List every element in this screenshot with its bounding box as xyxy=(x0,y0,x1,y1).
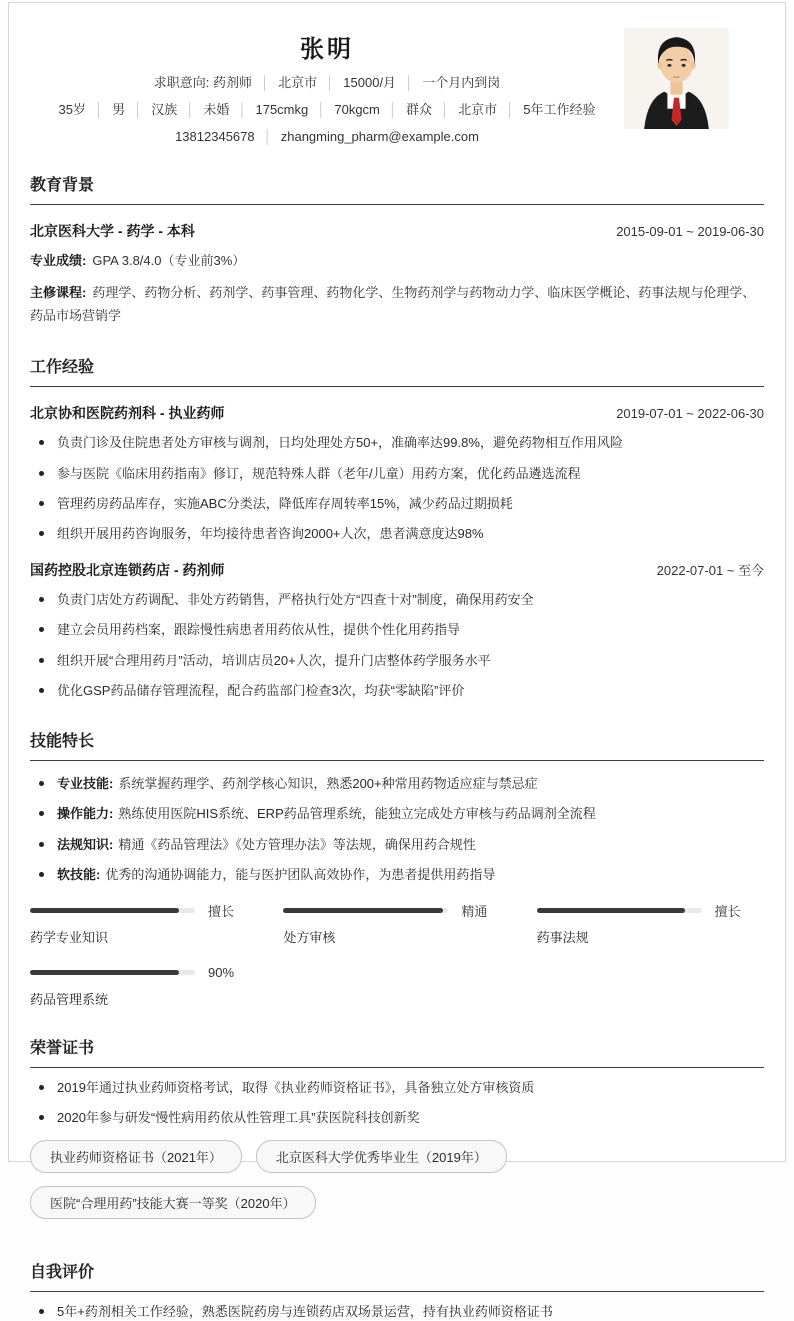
skill-level-label: 擅长 xyxy=(208,903,235,919)
skill-bar-track xyxy=(30,908,195,913)
skill-bar-fill xyxy=(537,908,686,913)
separator-bar: │ xyxy=(317,102,326,117)
bullet-dot-icon xyxy=(39,1309,44,1314)
certificate-pill: 执业药师资格证书（2021年） xyxy=(30,1140,242,1173)
courses-label: 主修课程: xyxy=(30,284,87,300)
bullet-item xyxy=(30,652,764,671)
bullet-item xyxy=(30,525,764,544)
info-item: 175cmkg xyxy=(255,102,309,117)
education-entry-head xyxy=(30,221,764,241)
separator-bar: │ xyxy=(186,102,195,117)
honors-bullet-list xyxy=(30,1079,764,1128)
courses-value: 药理学、药物分析、药剂学、药事管理、药物化学、生物药剂学与药物动力学、临床医学概论、药事法规与伦理学、药品市场营销学 xyxy=(30,284,756,323)
section-experience xyxy=(30,354,764,701)
skill-name: 处方审核 xyxy=(283,929,336,945)
school-degree: 北京医科大学 - 药学 - 本科 xyxy=(30,223,195,239)
separator-bar: │ xyxy=(263,129,272,144)
skill-level-label: 90% xyxy=(208,964,235,980)
bullet-dot-icon xyxy=(39,811,44,816)
bullet-text: 负责门诊及住院患者处方审核与调剂，日均处理处方50+，准确率达99.8%，避免药物相互作用风险 xyxy=(57,435,623,451)
bullet-dot-icon xyxy=(39,781,44,786)
section-title-skills: 技能特长 xyxy=(30,728,764,761)
section-title-honors: 荣誉证书 xyxy=(30,1035,764,1068)
section-education xyxy=(30,172,764,327)
bullet-dot-icon xyxy=(39,440,44,445)
info-item: 35岁 xyxy=(58,102,86,117)
bullet-dot-icon xyxy=(39,501,44,506)
bullet-text: 组织开展“合理用药月”活动，培训店员20+人次，提升门店整体药学服务水平 xyxy=(57,652,491,668)
skill-bar-cell xyxy=(30,904,257,946)
info-item: 男 xyxy=(112,102,126,117)
bullet-text: 优秀的沟通协调能力，能与医护团队高效协作，为患者提供用药指导 xyxy=(105,867,496,883)
job-intent-row xyxy=(30,74,624,91)
bullet-text: 5年+药剂相关工作经验，熟悉医院药房与连锁药店双场景运营，持有执业药师资格证书 xyxy=(57,1303,553,1319)
bullet-text: 建立会员用药档案，跟踪慢性病患者用药依从性，提供个性化用药指导 xyxy=(57,622,461,638)
job-date-range: 2022-07-01 ~ 至今 xyxy=(656,563,764,579)
job-title: 国药控股北京连锁药店 - 药剂师 xyxy=(30,562,225,579)
bullet-text: 优化GSP药品储存管理流程，配合药监部门检查3次，均获“零缺陷”评价 xyxy=(57,683,465,699)
section-skills xyxy=(30,728,764,1008)
gpa-label: 专业成绩: xyxy=(30,253,87,268)
info-item: 5年工作经验 xyxy=(523,102,596,117)
education-date-range: 2015-09-01 ~ 2019-06-30 xyxy=(616,224,764,239)
info-item: 未婚 xyxy=(203,102,230,117)
bullet-item xyxy=(30,682,764,701)
skill-bar-track xyxy=(537,908,702,913)
skill-bar-row xyxy=(30,904,257,917)
job-date-range: 2019-07-01 ~ 2022-06-30 xyxy=(616,406,764,422)
section-title-experience: 工作经验 xyxy=(30,354,764,387)
bullet-dot-icon xyxy=(39,872,44,877)
bullet-text: 熟练使用医院HIS系统、ERP药品管理系统，能独立完成处方审核与药品调剂全流程 xyxy=(118,806,596,822)
bullet-text: 管理药房药品库存，实施ABC分类法，降低库存周转率15%，减少药品过期损耗 xyxy=(57,495,513,511)
skill-bar-row xyxy=(283,904,510,917)
bullet-dot-icon xyxy=(39,597,44,602)
certificate-pills xyxy=(30,1140,764,1232)
separator-bar: │ xyxy=(326,75,335,90)
bullet-item xyxy=(30,805,764,824)
certificate-pill: 医院“合理用药”技能大赛一等奖（2020年） xyxy=(30,1186,316,1219)
info-item: 70kgcm xyxy=(334,102,380,117)
courses-line xyxy=(30,282,764,328)
bullet-item xyxy=(30,465,764,484)
bullet-text: 负责门店处方药调配、非处方药销售，严格执行处方“四查十对”制度，确保用药安全 xyxy=(57,592,534,608)
bullet-text: 2020年参与研发“慢性病用药依从性管理工具”获医院科技创新奖 xyxy=(57,1110,420,1126)
skill-bar-track xyxy=(283,908,448,913)
bullet-dot-icon xyxy=(39,842,44,847)
self-eval-bullet-list xyxy=(30,1303,764,1321)
bullet-dot-icon xyxy=(39,688,44,693)
bullet-item xyxy=(30,1109,764,1128)
skill-level-label: 擅长 xyxy=(714,903,741,919)
section-self-eval xyxy=(30,1259,764,1321)
bullet-dot-icon xyxy=(39,627,44,632)
separator-bar: │ xyxy=(388,102,398,117)
skill-bar-fill xyxy=(30,908,179,913)
info-item: 13812345678 xyxy=(175,129,255,144)
bullet-label: 专业技能: xyxy=(57,776,114,791)
job-title: 北京协和医院药剂科 - 执业药师 xyxy=(30,405,225,422)
gpa-line xyxy=(30,250,764,273)
bullet-item xyxy=(30,591,764,610)
bullet-dot-icon xyxy=(39,471,44,476)
bullet-text: 系统掌握药理学、药剂学核心知识，熟悉200+种常用药物适应症与禁忌症 xyxy=(118,776,538,791)
bullet-label: 操作能力: xyxy=(57,806,114,822)
bullet-item xyxy=(30,495,764,514)
skill-bar-row xyxy=(537,904,764,917)
job-entry xyxy=(30,560,764,701)
bullet-item xyxy=(30,1079,764,1098)
candidate-name: 张明 xyxy=(300,36,354,63)
bullet-dot-icon xyxy=(39,658,44,663)
bullet-item xyxy=(30,836,764,855)
skill-name: 药品管理系统 xyxy=(30,991,109,1007)
skill-name: 药学专业知识 xyxy=(30,929,109,945)
job-entry-head xyxy=(30,560,764,580)
info-item: 北京市 xyxy=(458,102,498,117)
bullet-item xyxy=(30,621,764,640)
info-item: 北京市 xyxy=(278,75,318,90)
skill-bar-row xyxy=(30,966,257,979)
job-entry xyxy=(30,403,764,544)
bullet-item xyxy=(30,434,764,453)
skill-level-label: 精通 xyxy=(461,903,488,919)
gpa-value: GPA 3.8/4.0（专业前3%） xyxy=(92,253,246,268)
skill-name: 药事法规 xyxy=(536,929,589,945)
skill-bar-cell xyxy=(537,904,764,946)
info-item: 求职意向: 药剂师 xyxy=(153,75,253,90)
info-item: 群众 xyxy=(406,102,433,117)
personal-info-row xyxy=(30,101,624,118)
bullet-item xyxy=(30,775,764,794)
section-honors xyxy=(30,1035,764,1232)
job-entry-head xyxy=(30,403,764,423)
bullet-text: 2019年通过执业药师资格考试，取得《执业药师资格证书》，具备独立处方审核资质 xyxy=(57,1079,535,1095)
info-item: zhangming_pharm@example.com xyxy=(280,129,479,144)
skill-bar-fill xyxy=(283,908,443,913)
certificate-pill: 北京医科大学优秀毕业生（2019年） xyxy=(256,1140,507,1173)
skill-bar-track xyxy=(30,970,195,975)
info-item: 汉族 xyxy=(151,102,178,117)
contact-info-row xyxy=(30,128,624,145)
bullet-dot-icon xyxy=(39,531,44,536)
job-bullet-list xyxy=(30,434,764,544)
bullet-dot-icon xyxy=(39,1085,44,1090)
header-text-block xyxy=(30,3,624,145)
skills-bullet-list xyxy=(30,775,764,885)
info-item: 一个月内到岗 xyxy=(422,75,501,90)
separator-bar: │ xyxy=(405,75,414,90)
info-item: 15000/月 xyxy=(343,75,397,90)
bullet-text: 精通《药品管理法》《处方管理办法》等法规，确保用药合规性 xyxy=(118,836,476,852)
bullet-item xyxy=(30,866,764,885)
bullet-text: 组织开展用药咨询服务，年均接待患者咨询2000+人次，患者满意度达98% xyxy=(57,526,484,542)
avatar-illustration-icon xyxy=(624,28,729,129)
profile-photo xyxy=(624,28,729,129)
section-title-education: 教育背景 xyxy=(30,172,764,205)
separator-bar: │ xyxy=(261,75,270,90)
job-bullet-list xyxy=(30,591,764,701)
separator-bar: │ xyxy=(506,102,515,117)
bullet-text: 参与医院《临床用药指南》修订，规范特殊人群（老年/儿童）用药方案，优化药品遴选流程 xyxy=(57,465,581,481)
separator-bar: │ xyxy=(94,102,104,117)
bullet-label: 软技能: xyxy=(57,867,101,883)
skill-bar-cell xyxy=(30,966,257,1008)
resume-header xyxy=(30,3,764,145)
section-title-self-eval: 自我评价 xyxy=(30,1259,764,1292)
separator-bar: │ xyxy=(238,102,247,117)
separator-bar: │ xyxy=(134,102,143,117)
skill-bars-grid xyxy=(30,904,764,1008)
skill-bar-cell xyxy=(283,904,510,946)
separator-bar: │ xyxy=(441,102,450,117)
bullet-dot-icon xyxy=(39,1115,44,1120)
bullet-item xyxy=(30,1303,764,1321)
bullet-label: 法规知识: xyxy=(57,836,114,852)
skill-bar-fill xyxy=(30,970,179,975)
resume-page xyxy=(8,2,786,1319)
